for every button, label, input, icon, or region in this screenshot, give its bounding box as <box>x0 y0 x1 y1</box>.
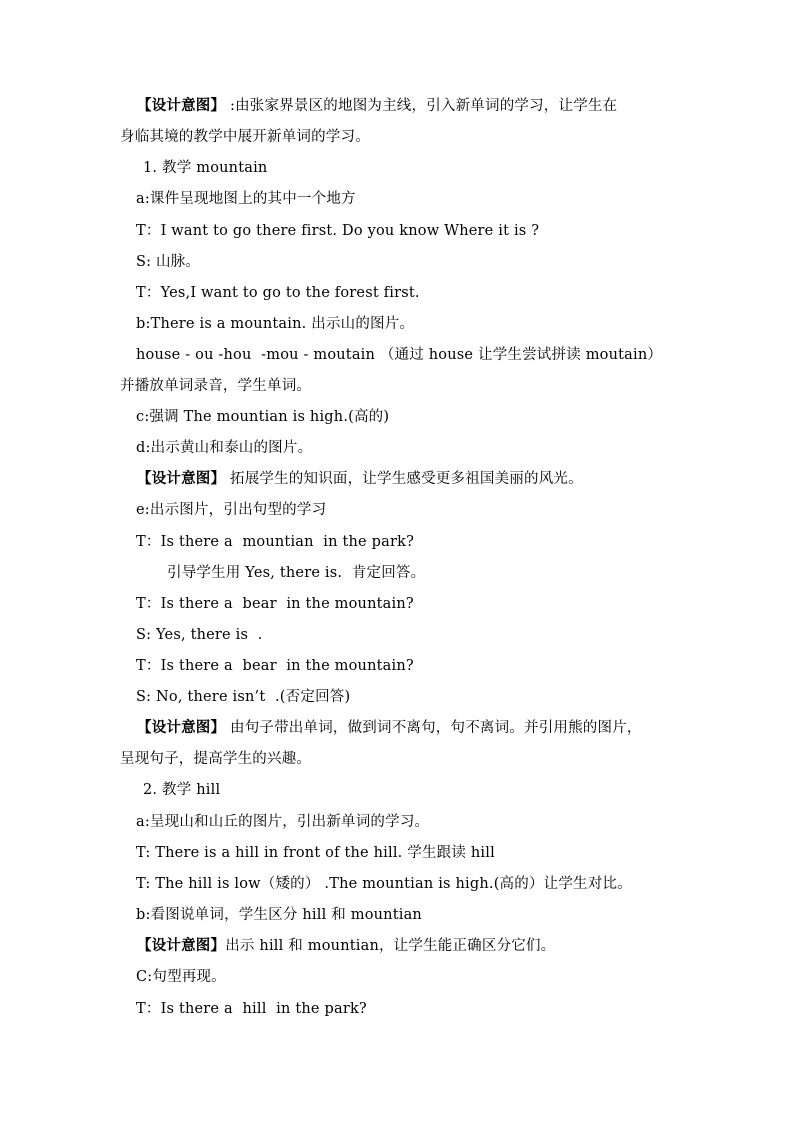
design-intent-label: 【设计意图】 <box>137 470 226 487</box>
spelling-line: house - ou -hou -mou - moutain （通过 house 让学生尝试拼读 moutain） <box>136 347 663 363</box>
dialogue-teacher: T：Is there a bear in the mountain? <box>136 658 414 674</box>
paragraph-design-intent-4 <box>137 936 555 956</box>
paragraph-text: 出示 hill 和 mountian，让学生能正确区分它们。 <box>225 938 556 954</box>
paragraph-design-intent-1 <box>137 96 617 116</box>
paragraph-line: 呈现句子，提高学生的兴趣。 <box>120 751 312 767</box>
step-a: a:课件呈现地图上的其中一个地方 <box>136 191 356 207</box>
paragraph-text: 拓展学生的知识面，让学生感受更多祖国美丽的风光。 <box>225 471 583 487</box>
paragraph-design-intent-3 <box>137 718 642 738</box>
paragraph-design-intent-2 <box>137 469 583 489</box>
step-c: c:强调 The mountian is high.(高的) <box>136 409 390 425</box>
guidance-line: 引导学生用 Yes, there is. 肯定回答。 <box>167 565 426 581</box>
step-b: b:There is a mountain. 出示山的图片。 <box>136 316 415 332</box>
section-heading-mountain: 1. 教学 mountain <box>143 160 268 176</box>
step-b: b:看图说单词，学生区分 hill 和 mountian <box>136 907 422 923</box>
design-intent-label: 【设计意图】 <box>137 719 226 736</box>
dialogue-teacher: T：Is there a hill in the park? <box>136 1001 367 1017</box>
dialogue-student: S: 山脉。 <box>136 254 201 270</box>
paragraph-text: 由句子带出单词，做到词不离句，句不离词。并引用熊的图片， <box>225 720 642 736</box>
dialogue-teacher: T: There is a hill in front of the hill. 学生跟读 hill <box>136 845 495 861</box>
design-intent-label: 【设计意图】 <box>137 937 226 954</box>
dialogue-student: S: No, there isn’t .(否定回答) <box>136 689 351 705</box>
dialogue-teacher: T：I want to go there first. Do you know Where it is ? <box>136 223 540 239</box>
paragraph-line: 身临其境的教学中展开新单词的学习。 <box>120 129 370 145</box>
step-e: e:出示图片，引出句型的学习 <box>136 502 327 518</box>
step-d: d:出示黄山和泰山的图片。 <box>136 440 313 456</box>
dialogue-teacher: T：Is there a bear in the mountain? <box>136 596 414 612</box>
design-intent-label: 【设计意图】 <box>137 97 226 114</box>
paragraph-text: :由张家界景区的地图为主线，引入新单词的学习，让学生在 <box>225 98 618 114</box>
section-heading-hill: 2. 教学 hill <box>143 782 221 798</box>
paragraph-line: 并播放单词录音，学生单词。 <box>120 378 312 394</box>
dialogue-teacher: T：Yes,I want to go to the forest first. <box>136 285 420 301</box>
step-c: C:句型再现。 <box>136 969 226 985</box>
dialogue-teacher: T：Is there a mountian in the park? <box>136 534 415 550</box>
step-a: a:呈现山和山丘的图片，引出新单词的学习。 <box>136 814 430 830</box>
dialogue-student: S: Yes, there is . <box>136 627 263 643</box>
dialogue-teacher: T: The hill is low（矮的） .The mountian is high.(高的）让学生对比。 <box>136 876 632 892</box>
